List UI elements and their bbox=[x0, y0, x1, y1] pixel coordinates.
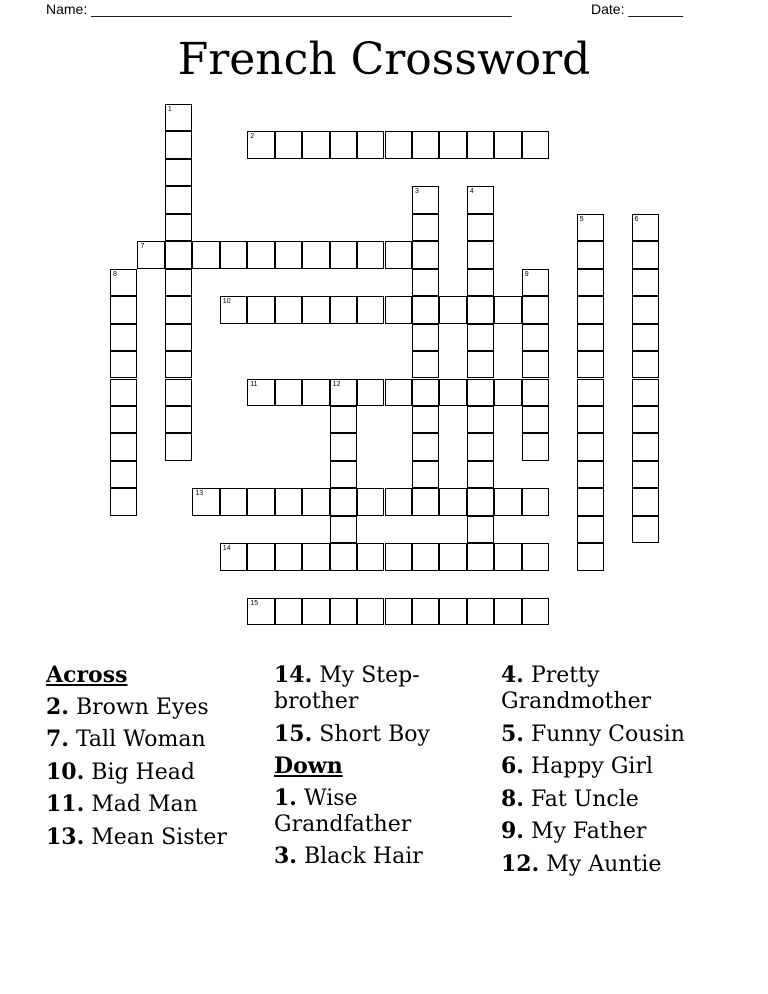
grid-cell[interactable] bbox=[165, 131, 192, 158]
date-field-label: Date: _______ bbox=[591, 1, 683, 17]
grid-cell[interactable] bbox=[577, 516, 604, 543]
grid-cell[interactable] bbox=[385, 241, 412, 268]
grid-cell[interactable] bbox=[467, 516, 494, 543]
grid-cell[interactable] bbox=[467, 488, 494, 515]
grid-cell[interactable] bbox=[357, 543, 384, 570]
grid-cell[interactable] bbox=[577, 351, 604, 378]
grid-cell[interactable] bbox=[110, 379, 137, 406]
clue-down-1: 1. Wise Grandfather bbox=[274, 784, 412, 837]
grid-cell[interactable] bbox=[192, 488, 219, 515]
grid-cell[interactable] bbox=[275, 543, 302, 570]
grid-cell[interactable] bbox=[522, 269, 549, 296]
clues-column-2 bbox=[274, 662, 474, 876]
grid-cell[interactable] bbox=[467, 186, 494, 213]
grid-cell[interactable] bbox=[467, 269, 494, 296]
cell-number: 14 bbox=[222, 545, 231, 553]
grid-cell[interactable] bbox=[494, 543, 521, 570]
grid-cell[interactable] bbox=[385, 598, 412, 625]
grid-cell[interactable] bbox=[467, 296, 494, 323]
grid-cell[interactable] bbox=[522, 598, 549, 625]
grid-cell[interactable] bbox=[330, 598, 357, 625]
grid-cell[interactable] bbox=[494, 131, 521, 158]
grid-cell[interactable] bbox=[467, 598, 494, 625]
grid-cell[interactable] bbox=[165, 269, 192, 296]
grid-cell[interactable] bbox=[412, 351, 439, 378]
grid-cell[interactable] bbox=[165, 379, 192, 406]
grid-cell[interactable] bbox=[385, 488, 412, 515]
grid-cell[interactable] bbox=[275, 241, 302, 268]
clue-down-6: 6. Happy Girl bbox=[501, 753, 654, 779]
cell-number: 3 bbox=[414, 188, 419, 196]
grid-cell[interactable] bbox=[632, 269, 659, 296]
clue-across-11: 11. Mad Man bbox=[46, 791, 198, 817]
grid-cell[interactable] bbox=[494, 379, 521, 406]
grid-cell[interactable] bbox=[165, 104, 192, 131]
clue-down-12: 12. My Auntie bbox=[501, 850, 662, 877]
grid-cell[interactable] bbox=[412, 543, 439, 570]
grid-cell[interactable] bbox=[467, 131, 494, 158]
grid-cell[interactable] bbox=[192, 241, 219, 268]
grid-cell[interactable] bbox=[165, 324, 192, 351]
grid-cell[interactable] bbox=[632, 433, 659, 460]
cell-number: 6 bbox=[634, 215, 639, 223]
grid-cell[interactable] bbox=[247, 598, 274, 625]
grid-cell[interactable] bbox=[522, 406, 549, 433]
grid-cell[interactable] bbox=[275, 488, 302, 515]
grid-cell[interactable] bbox=[522, 379, 549, 406]
grid-cell[interactable] bbox=[412, 296, 439, 323]
grid-cell[interactable] bbox=[330, 131, 357, 158]
grid-cell[interactable] bbox=[220, 241, 247, 268]
grid-cell[interactable] bbox=[247, 379, 274, 406]
grid-cell[interactable] bbox=[357, 131, 384, 158]
name-field-label: Name: ______________________________________________________ bbox=[46, 1, 512, 17]
grid-cell[interactable] bbox=[247, 241, 274, 268]
grid-cell[interactable] bbox=[330, 296, 357, 323]
grid-cell[interactable] bbox=[632, 241, 659, 268]
grid-cell[interactable] bbox=[494, 598, 521, 625]
grid-cell[interactable] bbox=[494, 296, 521, 323]
grid-cell[interactable] bbox=[439, 598, 466, 625]
grid-cell[interactable] bbox=[302, 598, 329, 625]
grid-cell[interactable] bbox=[137, 241, 164, 268]
grid-cell[interactable] bbox=[165, 406, 192, 433]
grid-cell[interactable] bbox=[439, 131, 466, 158]
grid-cell[interactable] bbox=[330, 406, 357, 433]
grid-cell[interactable] bbox=[165, 433, 192, 460]
grid-cell[interactable] bbox=[385, 131, 412, 158]
grid-cell[interactable] bbox=[439, 379, 466, 406]
grid-cell[interactable] bbox=[467, 351, 494, 378]
grid-cell[interactable] bbox=[412, 406, 439, 433]
grid-cell[interactable] bbox=[220, 543, 247, 570]
grid-cell[interactable] bbox=[330, 488, 357, 515]
grid-cell[interactable] bbox=[220, 488, 247, 515]
grid-cell[interactable] bbox=[110, 406, 137, 433]
grid-cell[interactable] bbox=[165, 241, 192, 268]
grid-cell[interactable] bbox=[275, 296, 302, 323]
clue-across-10: 10. Big Head bbox=[46, 758, 195, 785]
grid-cell[interactable] bbox=[522, 543, 549, 570]
grid-cell[interactable] bbox=[522, 296, 549, 323]
grid-cell[interactable] bbox=[577, 324, 604, 351]
cell-number: 7 bbox=[140, 243, 145, 251]
cell-number: 13 bbox=[195, 490, 204, 498]
grid-cell[interactable] bbox=[302, 488, 329, 515]
grid-cell[interactable] bbox=[632, 296, 659, 323]
grid-cell[interactable] bbox=[522, 324, 549, 351]
grid-cell[interactable] bbox=[275, 379, 302, 406]
cell-number: 15 bbox=[250, 600, 259, 608]
across-heading: Across bbox=[46, 662, 128, 688]
grid-cell[interactable] bbox=[412, 433, 439, 460]
clues-column-3 bbox=[501, 662, 731, 883]
clues-column-1 bbox=[46, 662, 276, 856]
grid-cell[interactable] bbox=[522, 351, 549, 378]
grid-cell[interactable] bbox=[632, 324, 659, 351]
page-title: French Crossword bbox=[177, 34, 591, 85]
grid-cell[interactable] bbox=[632, 406, 659, 433]
clue-down-3: 3. Black Hair bbox=[274, 843, 423, 869]
down-heading: Down bbox=[274, 753, 343, 779]
grid-cell[interactable] bbox=[522, 488, 549, 515]
grid-cell[interactable] bbox=[577, 433, 604, 460]
grid-cell[interactable] bbox=[385, 543, 412, 570]
grid-cell[interactable] bbox=[110, 324, 137, 351]
grid-cell[interactable] bbox=[302, 379, 329, 406]
grid-cell[interactable] bbox=[220, 296, 247, 323]
grid-cell[interactable] bbox=[522, 131, 549, 158]
grid-cell[interactable] bbox=[467, 543, 494, 570]
grid-cell[interactable] bbox=[110, 433, 137, 460]
grid-cell[interactable] bbox=[357, 296, 384, 323]
cell-number: 1 bbox=[167, 106, 172, 113]
grid-cell[interactable] bbox=[330, 433, 357, 460]
cell-number: 12 bbox=[332, 380, 341, 388]
clue-across-13: 13. Mean Sister bbox=[46, 823, 227, 850]
cell-number: 10 bbox=[222, 298, 231, 306]
clue-down-4: 4. Pretty Grandmother bbox=[501, 662, 652, 714]
grid-cell[interactable] bbox=[412, 379, 439, 406]
grid-cell[interactable] bbox=[632, 461, 659, 488]
grid-cell[interactable] bbox=[632, 488, 659, 515]
grid-cell[interactable] bbox=[385, 296, 412, 323]
grid-cell[interactable] bbox=[632, 516, 659, 543]
grid-cell[interactable] bbox=[165, 214, 192, 241]
grid-cell[interactable] bbox=[302, 296, 329, 323]
grid-cell[interactable] bbox=[577, 406, 604, 433]
grid-cell[interactable] bbox=[412, 488, 439, 515]
grid-cell[interactable] bbox=[357, 488, 384, 515]
grid-cell[interactable] bbox=[522, 433, 549, 460]
clue-across-14: 14. My Step-brother bbox=[274, 662, 420, 714]
clue-down-8: 8. Fat Uncle bbox=[501, 785, 639, 812]
grid-cell[interactable] bbox=[577, 241, 604, 268]
grid-cell[interactable] bbox=[330, 379, 357, 406]
grid-cell[interactable] bbox=[494, 488, 521, 515]
grid-cell[interactable] bbox=[165, 159, 192, 186]
grid-cell[interactable] bbox=[247, 543, 274, 570]
grid-cell[interactable] bbox=[439, 543, 466, 570]
grid-cell[interactable] bbox=[302, 543, 329, 570]
grid-cell[interactable] bbox=[357, 241, 384, 268]
grid-cell[interactable] bbox=[412, 214, 439, 241]
grid-cell[interactable] bbox=[247, 296, 274, 323]
grid-cell[interactable] bbox=[357, 598, 384, 625]
grid-cell[interactable] bbox=[412, 186, 439, 213]
grid-cell[interactable] bbox=[467, 324, 494, 351]
grid-cell[interactable] bbox=[412, 131, 439, 158]
grid-cell[interactable] bbox=[165, 351, 192, 378]
grid-cell[interactable] bbox=[439, 488, 466, 515]
grid-cell[interactable] bbox=[302, 131, 329, 158]
grid-cell[interactable] bbox=[467, 406, 494, 433]
cell-number: 8 bbox=[113, 270, 117, 278]
grid-cell[interactable] bbox=[577, 379, 604, 406]
grid-cell[interactable] bbox=[275, 131, 302, 158]
grid-cell[interactable] bbox=[632, 214, 659, 241]
cell-number: 11 bbox=[250, 380, 258, 388]
grid-cell[interactable] bbox=[412, 241, 439, 268]
grid-cell[interactable] bbox=[385, 379, 412, 406]
grid-cell[interactable] bbox=[302, 241, 329, 268]
grid-cell[interactable] bbox=[110, 461, 137, 488]
grid-cell[interactable] bbox=[467, 214, 494, 241]
grid-cell[interactable] bbox=[330, 241, 357, 268]
clue-across-15: 15. Short Boy bbox=[274, 720, 430, 747]
grid-cell[interactable] bbox=[330, 461, 357, 488]
grid-cell[interactable] bbox=[632, 351, 659, 378]
grid-cell[interactable] bbox=[412, 269, 439, 296]
grid-cell[interactable] bbox=[330, 543, 357, 570]
grid-cell[interactable] bbox=[110, 488, 137, 515]
grid-cell[interactable] bbox=[165, 296, 192, 323]
cell-number: 2 bbox=[250, 133, 255, 141]
grid-cell[interactable] bbox=[577, 269, 604, 296]
grid-cell[interactable] bbox=[439, 296, 466, 323]
grid-cell[interactable] bbox=[412, 461, 439, 488]
grid-cell[interactable] bbox=[577, 461, 604, 488]
grid-cell[interactable] bbox=[467, 241, 494, 268]
grid-cell[interactable] bbox=[165, 186, 192, 213]
grid-cell[interactable] bbox=[577, 214, 604, 241]
grid-cell[interactable] bbox=[357, 379, 384, 406]
grid-cell[interactable] bbox=[110, 296, 137, 323]
grid-cell[interactable] bbox=[467, 461, 494, 488]
grid-cell[interactable] bbox=[577, 296, 604, 323]
clue-down-9: 9. My Father bbox=[501, 818, 647, 844]
clue-across-7: 7. Tall Woman bbox=[46, 726, 206, 752]
grid-cell[interactable] bbox=[412, 598, 439, 625]
grid-cell[interactable] bbox=[632, 379, 659, 406]
cell-number: 9 bbox=[524, 270, 529, 278]
grid-cell[interactable] bbox=[467, 433, 494, 460]
cell-number: 5 bbox=[579, 215, 584, 223]
grid-cell[interactable] bbox=[467, 379, 494, 406]
grid-cell[interactable] bbox=[247, 131, 274, 158]
grid-cell[interactable] bbox=[275, 598, 302, 625]
clue-down-5: 5. Funny Cousin bbox=[501, 720, 685, 747]
grid-cell[interactable] bbox=[110, 351, 137, 378]
grid-cell[interactable] bbox=[412, 324, 439, 351]
grid-cell[interactable] bbox=[577, 543, 604, 570]
grid-cell[interactable] bbox=[247, 488, 274, 515]
grid-cell[interactable] bbox=[577, 488, 604, 515]
cell-number: 4 bbox=[469, 188, 474, 196]
grid-cell[interactable] bbox=[330, 516, 357, 543]
clue-across-2: 2. Brown Eyes bbox=[46, 693, 209, 720]
grid-cell[interactable] bbox=[110, 269, 137, 296]
